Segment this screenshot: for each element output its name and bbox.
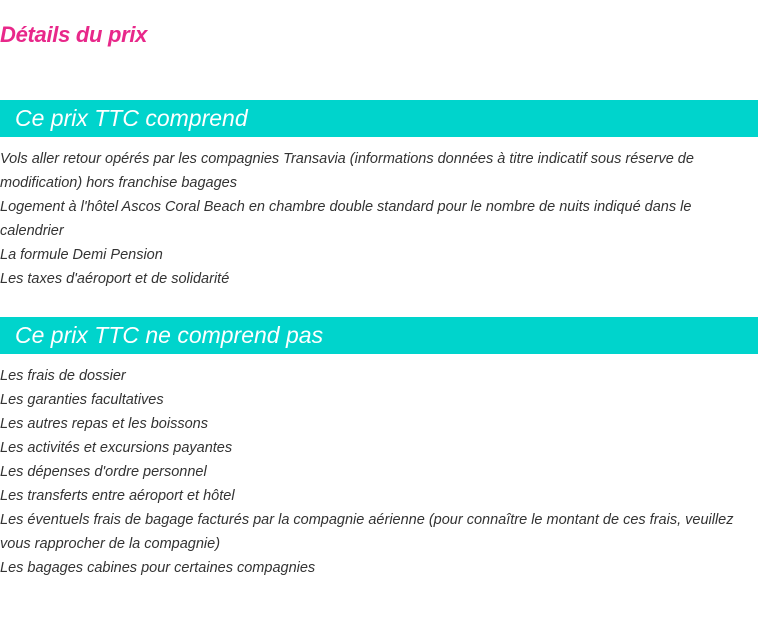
- list-item: Les transferts entre aéroport et hôtel: [0, 488, 235, 504]
- included-list: [0, 147, 752, 291]
- list-item: Les autres repas et les boissons: [0, 416, 208, 432]
- list-item: La formule Demi Pension: [0, 247, 163, 263]
- list-item: Les activités et excursions payantes: [0, 440, 233, 456]
- excluded-list: [0, 364, 752, 580]
- excluded-section-header: Ce prix TTC ne comprend pas: [0, 317, 758, 354]
- page-title: Détails du prix: [0, 22, 148, 47]
- list-item: Logement à l'hôtel Ascos Coral Beach en chambre double standard pour le nombre de nuits indiqué dans le calendrier: [0, 199, 692, 239]
- list-item: Les éventuels frais de bagage facturés par la compagnie aérienne (pour connaître le montant de ces frais, veuillez vous rapprocher de la compagnie): [0, 512, 734, 552]
- list-item: Les bagages cabines pour certaines compagnies: [0, 560, 316, 576]
- list-item: Les taxes d'aéroport et de solidarité: [0, 271, 230, 287]
- list-item: Vols aller retour opérés par les compagnies Transavia (informations données à titre indicatif sous réserve de modification) hors franchise bagages: [0, 151, 694, 191]
- list-item: Les garanties facultatives: [0, 392, 164, 408]
- included-section-header: Ce prix TTC comprend: [0, 100, 758, 137]
- list-item: Les dépenses d'ordre personnel: [0, 464, 207, 480]
- list-item: Les frais de dossier: [0, 368, 126, 384]
